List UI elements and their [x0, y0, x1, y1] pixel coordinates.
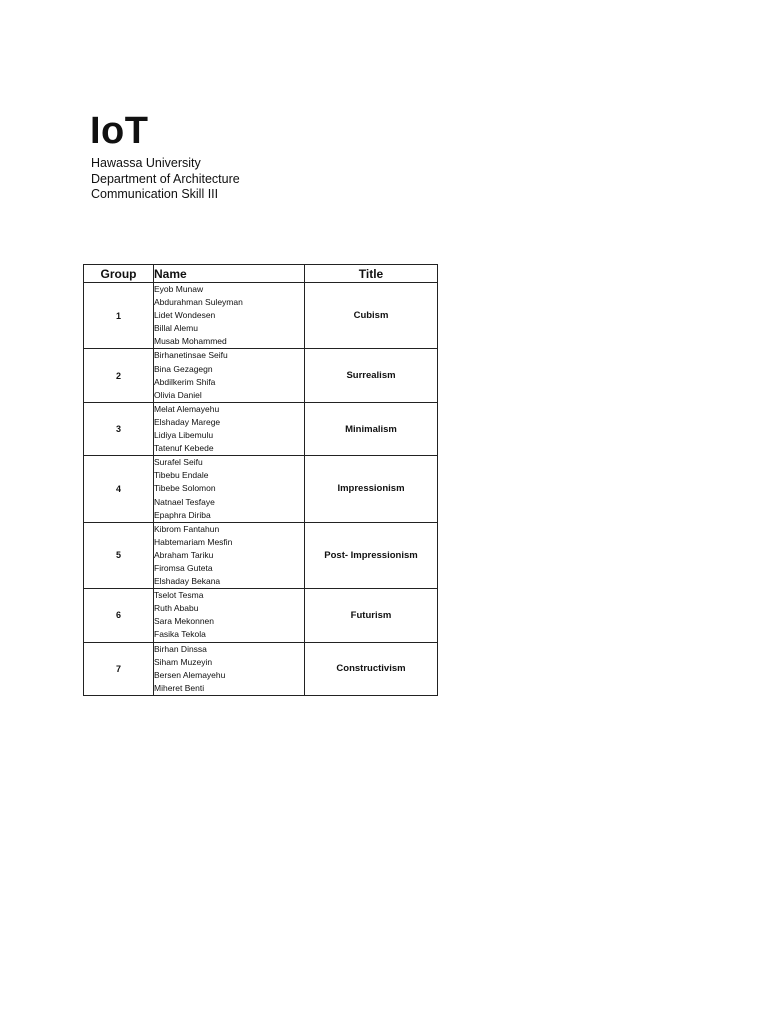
member-name: Birhan Dinssa [154, 643, 207, 654]
department-name: Department of Architecture [91, 171, 240, 186]
group-number: 2 [84, 349, 154, 402]
member-name: Ruth Ababu [154, 603, 199, 614]
group-assignment-table [83, 264, 438, 696]
member-name: Bina Gezagegn [154, 363, 213, 374]
table-row [84, 589, 438, 642]
member-name: Tibebu Endale [154, 470, 209, 481]
table-header-row [84, 265, 438, 283]
member-list [154, 456, 305, 522]
member-name: Bersen Alemayehu [154, 669, 226, 680]
member-name: Lidiya Libemulu [154, 430, 214, 441]
member-name: Lidet Wondesen [154, 310, 216, 321]
table-row [84, 349, 438, 402]
member-list [154, 283, 305, 349]
art-movement-title: Constructivism [305, 642, 438, 695]
member-list [154, 349, 305, 402]
member-name: Elshaday Marege [154, 416, 221, 427]
group-number: 4 [84, 456, 154, 522]
member-name: Birhanetinsae Seifu [154, 350, 228, 361]
member-name: Siham Muzeyin [154, 656, 213, 667]
member-name: Miheret Benti [154, 682, 205, 693]
member-name: Tselot Tesma [154, 590, 204, 601]
member-list [154, 522, 305, 588]
table-row [84, 522, 438, 588]
member-name: Sara Mekonnen [154, 616, 215, 627]
member-name: Olivia Daniel [154, 389, 202, 400]
art-movement-title: Post- Impressionism [305, 522, 438, 588]
member-name: Epaphra Diriba [154, 509, 211, 520]
art-movement-title: Futurism [305, 589, 438, 642]
member-name: Surafel Seifu [154, 457, 203, 468]
member-name: Melat Alemayehu [154, 403, 220, 414]
member-name: Fasika Tekola [154, 629, 206, 640]
member-name: Firomsa Guteta [154, 562, 213, 573]
group-number: 3 [84, 402, 154, 455]
column-header-group: Group [84, 265, 154, 283]
member-name: Eyob Munaw [154, 284, 204, 294]
art-movement-title: Minimalism [305, 402, 438, 455]
member-name: Abdurahman Suleyman [154, 297, 243, 308]
member-name: Tibebe Solomon [154, 483, 216, 494]
member-name: Abdilkerim Shifa [154, 376, 216, 387]
member-name: Kibrom Fantahun [154, 523, 220, 534]
column-header-title: Title [305, 265, 438, 283]
table-row [84, 283, 438, 349]
member-name: Billal Alemu [154, 323, 198, 334]
member-list [154, 402, 305, 455]
table-body [84, 283, 438, 696]
member-list [154, 642, 305, 695]
member-name: Musab Mohammed [154, 336, 227, 347]
art-movement-title: Cubism [305, 283, 438, 349]
document-title: IoT [90, 110, 149, 152]
institution-block [91, 156, 240, 203]
member-name: Natnael Tesfaye [154, 496, 215, 507]
table-row [84, 642, 438, 695]
member-name: Tatenuf Kebede [154, 443, 214, 454]
table-row [84, 456, 438, 522]
university-name: Hawassa University [91, 156, 201, 170]
art-movement-title: Impressionism [305, 456, 438, 522]
group-number: 5 [84, 522, 154, 588]
member-name: Habtemariam Mesfin [154, 536, 233, 547]
member-name: Elshaday Bekana [154, 576, 221, 587]
art-movement-title: Surrealism [305, 349, 438, 402]
column-header-name: Name [154, 265, 305, 283]
course-name: Communication Skill III [91, 187, 219, 201]
group-number: 6 [84, 589, 154, 642]
group-number: 7 [84, 642, 154, 695]
member-list [154, 589, 305, 642]
group-number: 1 [84, 283, 154, 349]
member-name: Abraham Tariku [154, 549, 214, 560]
table-row [84, 402, 438, 455]
